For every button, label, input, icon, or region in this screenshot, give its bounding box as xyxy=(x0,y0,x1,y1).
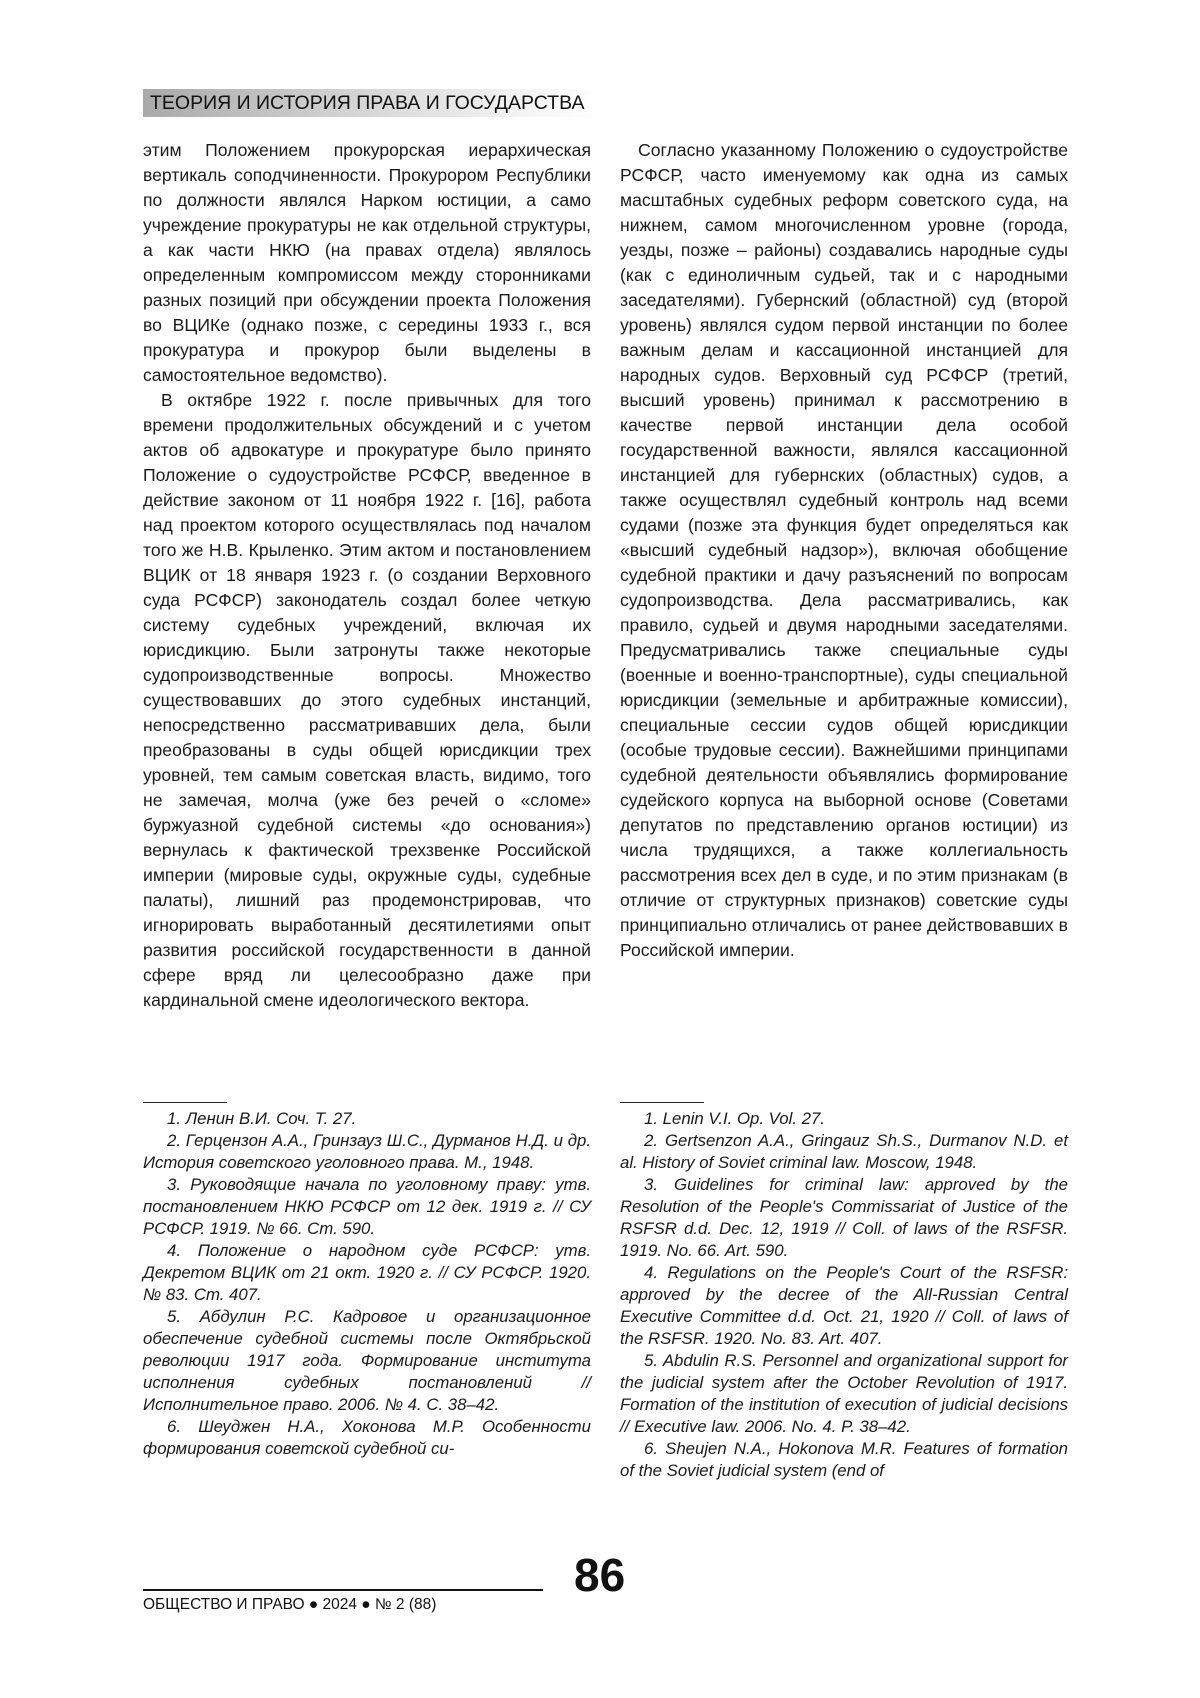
footnote: 1. Lenin V.I. Op. Vol. 27. xyxy=(644,1109,825,1128)
paragraph: Согласно указанному Положению о судоустройстве РСФСР, часто именуемому как одна из самых масштабных судебных реформ советского суда, на нижнем, самом многочисленном уровне (города, уезды, позже – районы) создавались народные суды (как с единоличным судьей, так и с народными заседателями). Губернский (областной) суд (второй уровень) являлся судом первой инстанции по более важным делам и кассационной инстанцией для народных судов. Верховный суд РСФСР (третий, высший уровень) принимал к рассмотрению в качестве первой инстанции дела особой государственной важности, являлся кассационной инстанцией для губернских (областных) судов, а также осуществлял судебный контроль над всеми судами (позже эта функция будет определяться как «высший судебный надзор»), включая обобщение судебной практики и дачу разъяснений по вопросам судопроизводства. Дела рассматривались, как правило, судьей и двумя народными заседателями. Предусматривались также специальные суды (военные и военно-транспортные), суды специальной юрисдикции (земельные и арбитражные комиссии), специальные сессии судов общей юрисдикции (особые трудовые сессии). Важнейшими принципами судебной деятельности объявлялись формирование судейского корпуса на выборной основе (Советами депутатов по представлению органов юстиции) из числа трудящихся, а также коллегиальность рассмотрения всех дел в суде, и по этим признакам (в отличие от структурных признаков) советские суды принципиально отличались от ранее действовавших в Российской империи. xyxy=(620,140,1068,960)
footnote: 6. Шеуджен Н.А., Хоконова М.Р. Особенности формирования советской судебной си- xyxy=(143,1417,591,1458)
paragraph: В октябре 1922 г. после привычных для того времени продолжительных обсуждений и с учетом актов об адвокатуре и прокуратуре было принято Положение о судоустройстве РСФСР, введенное в действие законом от 11 ноября 1922 г. [16], работа над проектом которого осуществлялась под началом того же Н.В. Крыленко. Этим актом и постановлением ВЦИК от 18 января 1923 г. (о создании Верховного суда РСФСР) законодатель создал более четкую систему судебных учреждений, включая их юрисдикцию. Были затронуты также некоторые судопроизводственные вопросы. Множество существовавших до этого судебных инстанций, непосредственно рассматривавших дела, были преобразованы в суды общей юрисдикции трех уровней, тем самым советская власть, видимо, того не замечая, молча (уже без речей о «сломе» буржуазной судебной системы «до основания») вернулась к фактической трехзвенке Российской империи (мировые суды, окружные суды, судебные палаты), лишний раз продемонстрировав, что игнорировать выработанный десятилетиями опыт развития российской государственности в данной сфере вряд ли целесообразно даже при кардинальной смене идеологического вектора. xyxy=(143,390,591,1010)
footnote: 4. Regulations on the People's Court of the RSFSR: approved by the decree of the All-Russian Central Executive Committee d.d. Oct. 21, 1920 // Coll. of laws of the RSFSR. 1920. No. 83. Art. 407. xyxy=(620,1263,1068,1348)
footnote: 3. Руководящие начала по уголовному праву: утв. постановлением НКЮ РСФСР от 12 дек. 1919 г. // СУ РСФСР. 1919. № 66. Ст. 590. xyxy=(143,1175,591,1238)
journal-info: ОБЩЕСТВО И ПРАВО ● 2024 ● № 2 (88) xyxy=(143,1596,437,1613)
footnote: 5. Абдулин Р.С. Кадровое и организационное обеспечение судебной системы после Октябрьской революции 1917 года. Формирование института исполнения судебных постановлений // Исполнительное право. 2006. № 4. С. 38–42. xyxy=(143,1307,591,1414)
footnote: 4. Положение о народном суде РСФСР: утв. Декретом ВЦИК от 21 окт. 1920 г. // СУ РСФСР. 1920. № 83. Ст. 407. xyxy=(143,1241,591,1304)
footnotes-russian xyxy=(143,1108,591,1460)
footnote: 3. Guidelines for criminal law: approved by the Resolution of the People's Commissariat of Justice of the RSFSR d.d. Dec. 12, 1919 // Coll. of laws of the RSFSR. 1919. No. 66. Art. 590. xyxy=(620,1175,1068,1260)
section-title: ТЕОРИЯ И ИСТОРИЯ ПРАВА И ГОСУДАРСТВА xyxy=(150,92,585,114)
paragraph: этим Положением прокурорская иерархическая вертикаль соподчиненности. Прокурором Республики по должности являлся Нарком юстиции, а само учреждение прокуратуры не как отдельной структуры, а как части НКЮ (на правах отдела) являлось определенным компромиссом между сторонниками разных позиций при обсуждении проекта Положения во ВЦИКе (однако позже, с середины 1933 г., вся прокуратура и прокурор были выделены в самостоятельное ведомство). xyxy=(143,140,591,385)
body-column-right xyxy=(620,138,1068,963)
footnote: 5. Abdulin R.S. Personnel and organizational support for the judicial system after the October Revolution of 1917. Formation of the institution of execution of judicial decisions // Executive law. 2006. No. 4. P. 38–42. xyxy=(620,1351,1068,1436)
footnote: 1. Ленин В.И. Соч. Т. 27. xyxy=(167,1109,357,1128)
footnote: 2. Gertsenzon A.A., Gringauz Sh.S., Durmanov N.D. et al. History of Soviet criminal law. Moscow, 1948. xyxy=(620,1131,1068,1172)
footnotes-english xyxy=(620,1108,1068,1482)
footnote: 6. Sheujen N.A., Hokonova M.R. Features of formation of the Soviet judicial system (end of xyxy=(620,1439,1068,1480)
footnote-divider-left xyxy=(143,1102,227,1103)
footnote: 2. Герцензон А.А., Гринзауз Ш.С., Дурманов Н.Д. и др. История советского уголовного права. М., 1948. xyxy=(143,1131,591,1172)
page-number: 86 xyxy=(574,1549,626,1601)
footer-divider xyxy=(143,1589,543,1591)
body-column-left xyxy=(143,138,591,1013)
footnote-divider-right xyxy=(620,1102,704,1103)
